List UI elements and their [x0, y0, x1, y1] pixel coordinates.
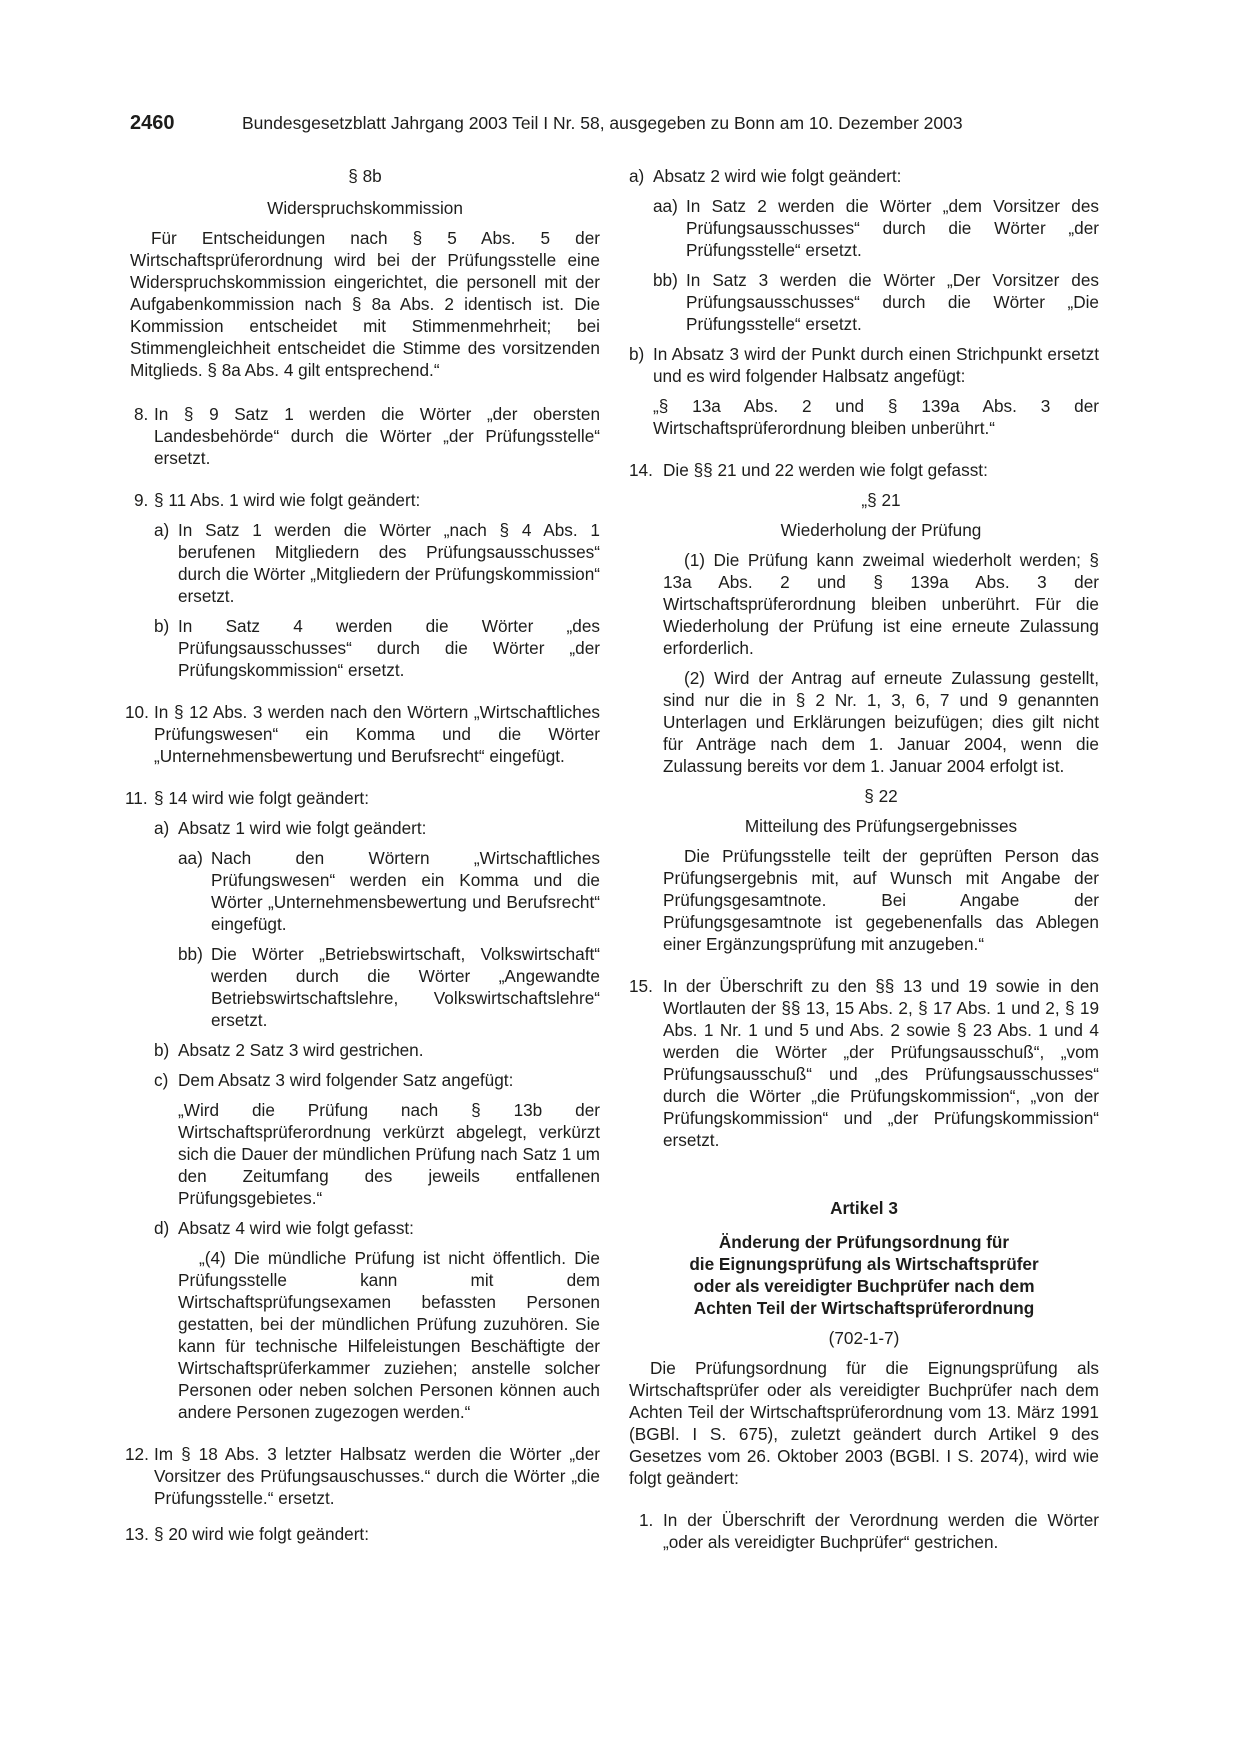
item-number: 9. — [134, 490, 149, 510]
item-text: Absatz 2 Satz 3 wird gestrichen. — [178, 1040, 424, 1060]
list-item-12 — [125, 1443, 600, 1509]
list-item-11c — [130, 1069, 600, 1091]
item-label: b) — [629, 344, 645, 364]
item-label: a) — [154, 520, 170, 540]
list-item-13a-bb — [629, 269, 1099, 335]
item-number: 15. — [629, 976, 653, 996]
list-item-9a — [130, 519, 600, 607]
section-22-text: Die Prüfungsstelle teilt der geprüften Person das Prüfungsergebnis mit, auf Wunsch mit Angabe der Prüfungsgesamtnote. Bei Angabe der Prüfungsgesamtnote ist gegebenenfalls das Ablegen einer Ergänzungsprüfung mit anzugeben.“ — [663, 846, 1099, 954]
list-item-9 — [130, 489, 600, 511]
list-item-9b — [130, 615, 600, 681]
section-21 — [629, 489, 1099, 955]
section-21-number: „§ 21 — [861, 490, 901, 510]
section-21-paragraph-2: (2) Wird der Antrag auf erneute Zulassung gestellt, sind nur die in § 2 Nr. 1, 3, 6, 7 und 9 genannten Unterlagen und Erklärungen beizufügen; dies gilt nicht für Anträge nach dem 1. Januar 2004, wenn die Zulassung bereits vor dem 1. Januar 2004 erfolgt ist. — [663, 668, 1099, 776]
list-item-8 — [130, 403, 600, 469]
item-13b-quote: „§ 13a Abs. 2 und § 139a Abs. 3 der Wirtschaftsprüferordnung bleiben unberührt.“ — [653, 396, 1099, 438]
item-text: Absatz 1 wird wie folgt geändert: — [178, 818, 427, 838]
item-text: Nach den Wörtern „Wirtschaftliches Prüfungswesen“ werden ein Komma und die Wörter „Unternehmensbewertung und Berufsrecht“ eingefügt. — [211, 848, 600, 934]
item-label: c) — [154, 1070, 169, 1090]
item-text: In § 9 Satz 1 werden die Wörter „der obersten Landesbehörde“ durch die Wörter „der Prüfungsstelle“ ersetzt. — [154, 404, 600, 468]
article-3 — [629, 1197, 1099, 1553]
item-text: In Absatz 3 wird der Punkt durch einen Strichpunkt ersetzt und es wird folgender Halbsatz angefügt: — [653, 344, 1099, 386]
item-text: Im § 18 Abs. 3 letzter Halbsatz werden die Wörter „der Vorsitzer des Prüfungsauschusses.“ durch die Wörter „die Prüfungsstelle.“ ersetzt. — [154, 1444, 600, 1508]
article-3-reference: (702-1-7) — [828, 1328, 900, 1348]
list-item-13a-aa — [629, 195, 1099, 261]
section-21-paragraph-1: (1) Die Prüfung kann zweimal wiederholt werden; § 13a Abs. 2 und § 139a Abs. 3 der Wirtschaftsprüferordnung bleiben unberührt. Für die Wiederholung der Prüfung ist eine erneute Zulassung erforderlich. — [663, 550, 1099, 658]
right-column — [629, 165, 1099, 1553]
item-label: aa) — [653, 196, 678, 216]
list-item-11a — [130, 817, 600, 839]
item-label: d) — [154, 1218, 170, 1238]
item-11c-quote: „Wird die Prüfung nach § 13b der Wirtschaftsprüferordnung verkürzt abgelegt, verkürzt sich die Dauer der mündlichen Prüfung nach Satz 1 um den Zeitumfang des jeweils entfallenen Prüfungsgebietes.“ — [178, 1100, 600, 1208]
item-label: bb) — [178, 944, 203, 964]
item-text: Absatz 4 wird wie folgt gefasst: — [178, 1218, 414, 1238]
section-22-number: § 22 — [864, 786, 898, 806]
list-item-11a-aa — [130, 847, 600, 935]
item-text: Die §§ 21 und 22 werden wie folgt gefasst: — [663, 460, 988, 480]
list-item-11d — [130, 1217, 600, 1239]
item-number: 13. — [125, 1524, 149, 1544]
article-3-title-line-4: Achten Teil der Wirtschaftsprüferordnung — [693, 1298, 1035, 1318]
item-label: b) — [154, 1040, 170, 1060]
item-text: Absatz 2 wird wie folgt geändert: — [653, 166, 902, 186]
article-3-label: Artikel 3 — [830, 1198, 898, 1218]
list-item-14 — [629, 459, 1099, 481]
list-item-13 — [125, 1523, 600, 1545]
section-22-heading: Mitteilung des Prüfungsergebnisses — [744, 816, 1018, 836]
section-8b-number: § 8b — [348, 166, 382, 186]
item-label: a) — [154, 818, 170, 838]
item-11d-quote: „(4) Die mündliche Prüfung ist nicht öffentlich. Die Prüfungsstelle kann mit dem Wirtschaftsprüfungsexamen befassten Personen gestatten, bei der mündlichen Prüfung zuzuhören. Sie kann für technische Hilfeleistungen Beschäftigte der Wirtschaftsprüferkammer zuziehen; anstelle solcher Personen oder neben solchen Personen können auch andere Personen zugezogen werden.“ — [178, 1248, 600, 1422]
item-number: 1. — [639, 1510, 654, 1530]
item-text: § 11 Abs. 1 wird wie folgt geändert: — [154, 490, 421, 510]
section-21-heading: Wiederholung der Prüfung — [780, 520, 982, 540]
item-text: § 14 wird wie folgt geändert: — [154, 788, 369, 808]
item-text: In Satz 4 werden die Wörter „des Prüfungsausschusses“ durch die Wörter „der Prüfungskommission“ ersetzt. — [178, 616, 600, 680]
section-8b-heading: Widerspruchskommission — [267, 198, 463, 218]
item-label: a) — [629, 166, 645, 186]
item-number: 12. — [125, 1444, 149, 1464]
page-header — [130, 112, 1120, 138]
list-item-13b — [629, 343, 1099, 387]
article-3-intro: Die Prüfungsordnung für die Eignungsprüfung als Wirtschaftsprüfer oder als vereidigter Buchprüfer nach dem Achten Teil der Wirtschaftsprüferordnung vom 13. März 1991 (BGBl. I S. 675), zuletzt geändert durch Artikel 9 des Gesetzes vom 26. Oktober 2003 (BGBl. I S. 2074), wird wie folgt geändert: — [629, 1358, 1099, 1488]
article-3-title-line-2: die Eignungsprüfung als Wirtschaftsprüfer — [689, 1254, 1039, 1274]
list-item-11a-bb — [130, 943, 600, 1031]
list-item-10 — [125, 701, 600, 767]
article-3-title-line-1: Änderung der Prüfungsordnung für — [718, 1232, 1010, 1252]
page-number: 2460 — [130, 112, 175, 134]
gazette-title: Bundesgesetzblatt Jahrgang 2003 Teil I Nr. 58, ausgegeben zu Bonn am 10. Dezember 2003 — [242, 113, 963, 133]
article-3-title-line-3: oder als vereidigter Buchprüfer nach dem — [693, 1276, 1035, 1296]
list-item-15 — [629, 975, 1099, 1151]
item-text: Dem Absatz 3 wird folgender Satz angefügt: — [178, 1070, 514, 1090]
item-number: 10. — [125, 702, 149, 722]
item-text: In der Überschrift der Verordnung werden die Wörter „oder als vereidigter Buchprüfer“ gestrichen. — [663, 1510, 1099, 1552]
item-text: § 20 wird wie folgt geändert: — [154, 1524, 369, 1544]
item-text: In Satz 3 werden die Wörter „Der Vorsitzer des Prüfungsausschusses“ durch die Wörter „Die Prüfungsstelle“ ersetzt. — [686, 270, 1099, 334]
item-number: 8. — [134, 404, 149, 424]
left-column — [125, 165, 600, 1545]
section-8b-text: Für Entscheidungen nach § 5 Abs. 5 der Wirtschaftsprüferordnung wird bei der Prüfungsstelle eine Widerspruchskommission eingerichtet, die personell mit der Aufgabenkommission nach § 8a Abs. 2 identisch ist. Die Kommission entscheidet mit Stimmenmehrheit; bei Stimmengleichheit entscheidet die Stimme des vorsitzenden Mitglieds. § 8a Abs. 4 gilt entsprechend.“ — [130, 228, 600, 380]
list-item-13a — [629, 165, 1099, 187]
item-text: In der Überschrift zu den §§ 13 und 19 sowie in den Wortlauten der §§ 13, 15 Abs. 2, § 17 Abs. 1 und 2, § 19 Abs. 1 Nr. 1 und 5 und Abs. 2 sowie § 23 Abs. 1 und 4 werden die Wörter „der Prüfungsausschuß“, „vom Prüfungsausschuß“ und „des Prüfungsausschusses“ durch die Wörter „die Prüfungskommission“, „von der Prüfungskommission“ und „der Prüfungskommission“ ersetzt. — [663, 976, 1099, 1150]
item-number: 14. — [629, 460, 653, 480]
item-text: In Satz 1 werden die Wörter „nach § 4 Abs. 1 berufenen Mitgliedern des Prüfungsausschusses“ durch die Wörter „Mitgliedern der Prüfungskommission“ ersetzt. — [178, 520, 600, 606]
item-label: aa) — [178, 848, 203, 868]
article-3-item-1 — [629, 1509, 1099, 1553]
item-label: bb) — [653, 270, 678, 290]
item-text: Die Wörter „Betriebswirtschaft, Volkswirtschaft“ werden durch die Wörter „Angewandte Betriebswirtschaftslehre, Volkswirtschaftslehre“ ersetzt. — [211, 944, 600, 1030]
item-label: b) — [154, 616, 170, 636]
list-item-11b — [130, 1039, 600, 1061]
item-text: In § 12 Abs. 3 werden nach den Wörtern „Wirtschaftliches Prüfungswesen“ ein Komma und die Wörter „Unternehmensbewertung und Berufsrecht“ eingefügt. — [154, 702, 600, 766]
list-item-11 — [125, 787, 600, 809]
item-number: 11. — [125, 788, 148, 808]
item-text: In Satz 2 werden die Wörter „dem Vorsitzer des Prüfungsausschusses“ durch die Wörter „der Prüfungsstelle“ ersetzt. — [686, 196, 1099, 260]
